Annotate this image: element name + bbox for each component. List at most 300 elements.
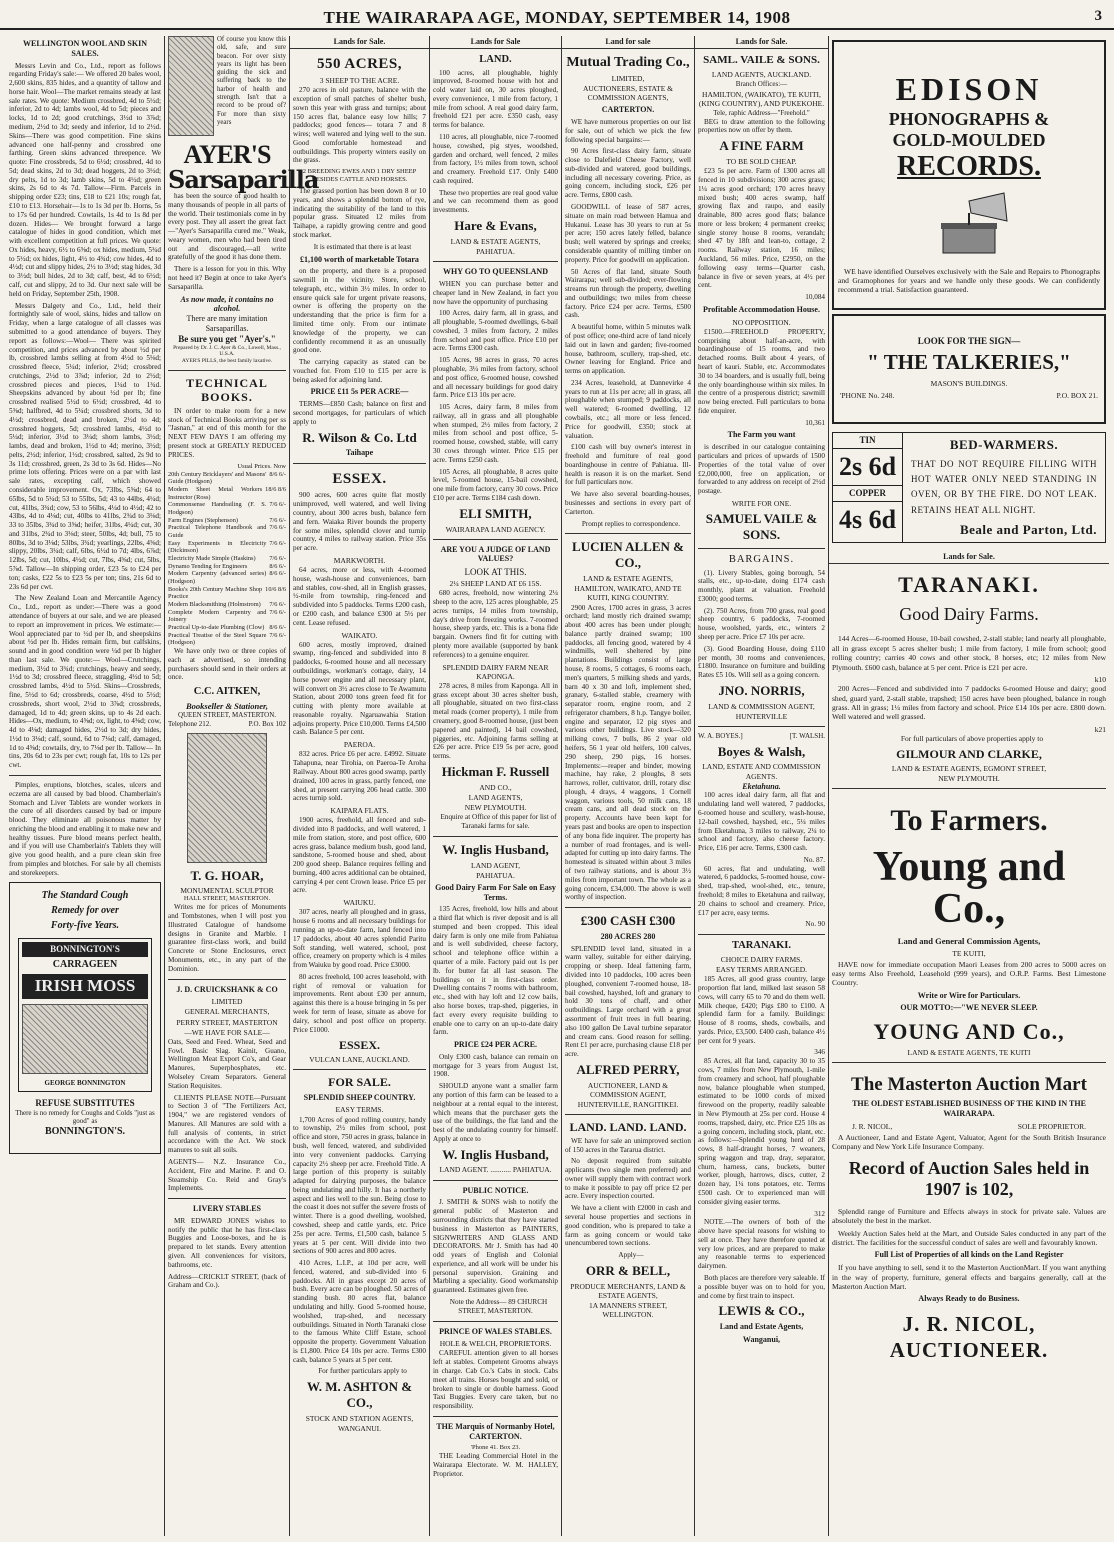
masthead: [0, 8, 1114, 30]
orr-bell-address: 1A MANNERS STREET, WELLINGTON.: [589, 1301, 667, 1320]
vaile-name: SAML. VAILE & SONS.: [703, 53, 820, 66]
sold-cheap: TO BE SOLD CHEAP.: [726, 157, 797, 167]
fine-farm-body: £23 5s per acre. Farm of 1300 acres all fenced in 10 subdivisions; 300 acres grass; 1¼ acres good orchard; 170 acres heavy mixed bush; 400 acres swamp, half growing flax and raupo, and easily drainable, 800 acres good flats; balance more or less broken; 4 permanent creeks; single storey house 8 rooms, verandah; shed 47 by 18ft and lean-to, cottage, 2 rooms. Railway station, 16 miles; Auckland, 56 miles. Price, £2950, on the following easy terms—Quarter cash, balance in five or seven years, at 4½ per cent.: [698, 167, 825, 290]
irish-moss: IRISH MOSS: [22, 974, 148, 999]
divider: [832, 1062, 1106, 1063]
page-number: 3: [1094, 8, 1102, 24]
book-price: 8/6 6/-: [269, 470, 286, 478]
inglis-footer: LAND AGENT. ........... PAHIATUA.: [439, 1165, 552, 1175]
bed-warmer-ad: [832, 432, 1106, 543]
book-price: 7/6 6/-: [269, 608, 286, 616]
book-title: Modern Carpentry (advanced series) (Hodgson): [168, 570, 267, 585]
gilmour-clarke: GILMOUR AND CLARKE,: [896, 746, 1042, 761]
bargain-3: (3). Good Boarding House, doing £110 per month, 30 rooms and conveniences, £1800. Insurance on furniture and building Rates £5 10s. Will sell as a going concern.: [698, 644, 825, 680]
divider: [698, 548, 825, 549]
young-co: Young and Co.,: [872, 844, 1066, 933]
hickman-town: NEW PLYMOUTH.: [464, 803, 527, 812]
divider: [565, 1114, 691, 1115]
both-places: Both places are therefore very saleable. If a possible buyer was on to hold for you, and come by first train to inspect.: [698, 1274, 825, 1300]
book-title: Practical Telephone Handbook and Guide: [168, 524, 267, 539]
aitken-title: Bookseller & Stationer,: [186, 700, 268, 711]
book-item: [168, 501, 286, 516]
book-price: 7/6 6/-: [269, 600, 286, 608]
talkeries: " THE TALKERIES,": [867, 349, 1071, 374]
land-value: These two properties are real good value and we can recommend them as good investments.: [433, 188, 558, 215]
talkeries-ad: [832, 314, 1106, 424]
george-bonnington: GEORGE BONNINGTON: [44, 1079, 126, 1088]
nicol-auctioneer: J. R. NICOL, AUCTIONEER.: [889, 1312, 1049, 1362]
book-title: Practical Treatise of the Steel Square (Hodgson): [168, 631, 267, 647]
easy-terms-arranged: EASY TERMS ARRANGED.: [715, 965, 808, 975]
wool-sales-heading: WELLINGTON WOOL AND SKIN SALES.: [23, 39, 147, 58]
mutual-100: £100 cash will buy owner's interest in freehold and furniture of real good boardinghouse in centre of Pahiatua. Ill-health is reason it is on the market. Send for full particulars now.: [565, 443, 691, 487]
vulcan-lane: VULCAN LANE, AUCKLAND.: [309, 1054, 410, 1064]
550-grass: The grassed portion has been down 8 or 10 years, and shows a splendid bottom of rye, indicating the suitability of the land to this popular grass. Situated 12 miles from Taihape, a rapidly growing centre and good stock market.: [293, 187, 426, 239]
chamberlain-ad: Pimples, eruptions, blotches, scales, ulcers and eczema are all caused by bad blood. Chamberlain's Stomach and Liver Tablets are wonder workers in the cure of all disorders caused by bad or impure blood. They eliminate all poisonous matter by enriching the blood and enabling it to make new and healthy tissues. Pure blood means perfect health, and if you will use Chamberlain's Tablets they will give you good health, and a pure clean skin free from pimples and blotches. For sale by all chemists and storekeepers.: [9, 781, 161, 877]
no-remedy: There is no remedy for Coughs and Colds "just as good" as: [15, 1108, 155, 1126]
cruickshank-note: CLIENTS PLEASE NOTE—Pursuant to Section 3 of "The Fertilizers Act, 1904," we are registered vendors of Manures. All Manures are sold with a full analysis of contents, in strict accordance with the Act. We stock manures to suit all soils.: [168, 1093, 286, 1155]
dairy-terms: Only £300 cash, balance can remain on mortgage for 3 years from August 1st, 1908.: [433, 1052, 558, 1079]
perry-title: AUCTIONEER, LAND & COMMISSION AGENT,: [587, 1080, 669, 1099]
monument-illustration: [187, 733, 267, 863]
oldest-business: THE OLDEST ESTABLISHED BUSINESS OF THE KIND IN THE WAIRARAPA.: [852, 1099, 1086, 1119]
apply-to: For further particulars apply to: [318, 1367, 407, 1376]
book-title: Dynamo Tending for Engineers: [168, 562, 248, 570]
sarsaparilla-brand: Sarsaparilla: [168, 165, 319, 194]
column-3: [290, 36, 430, 1536]
bonnington-name: BONNINGTON'S: [22, 942, 148, 957]
land-land-land: LAND. LAND. LAND.: [569, 1120, 687, 1135]
mutual-234: 234 Acres, leasehold, at Dannevirke 4 years to run at 11s per acre; all in grass, all ploughable when stumped; 9 paddocks, all well watered; 6-roomed dwelling, 12 cowbails, etc.; all more or less fenced. Price for goodwill, £350; stock at valuation.: [565, 378, 691, 440]
divider: [565, 907, 691, 908]
queensland-intro: WHEN you can purchase better and cheaper land in New Zealand, in fact you now have the opportunity of purchasing: [433, 279, 558, 306]
essex-80: 80 acres freehold, 100 acres leasehold, with right of removal or valuation for improvements. Rent about £30 per annum, against this there is a house bringing in 5s per week for term of lease, situate as above for dairy, school and post office on property. Price £1000.: [293, 972, 426, 1034]
dalgety-report: Messrs Dalgety and Co., Ltd., held their fortnightly sale of wool, skins, hides and tallow on Friday, when a large catalogue of all classes was submitted to a good attendance of buyers. They report as follows:—Wool— There was spirited competition, and prices advanced by about ½d per lb, crossbred lambs selling at from 4½d to 5⅛d; crossbred fleece, 5¼d; inferior, 2½d; crossbred crutchings, 2½d to 3⅞d; inferior, 2d to 2½d; crossbred pieces and pieces, 1¼d to 1¾d. Sheepskins advanced by about ½d per lb; fine crossbred realised 5½d to 6½d; crossbred, 4d to 5⅜d; halfbred, 4d to 5¼d; crossbred shorts, 3d to 4½d; crossbred, dead and broken, 2½d to 4d; crossbred hoggets, 5d; crossbred lambs, 4½d to 5¼d; inferior, 3½d to 3¼d; shorn lambs, 3½d; lambs, dead and broken, 1½d to 4d; merino, 3½d; pelts, 2½d; inferior, 1½d; crossbred, salted, 2s 9d to 3s 11d; crossbred, green, 2s 3d to 3s 6d. Hides—No prime lots offering. Prices were on a par with last sale rates, excepting calf, which showed considerable improvement. Ox, 73lbs, 5⅝d; 64 to 65lbs, 5d to 5¼d; 53 to 55lbs, 5d; 43 to 44lbs, 4¼d; cut, 41lbs, 3¾d; cow, 53 to 56lbs, 4¼d to 4½d; 42 to 43lbs, 4d to 4⅛d; cut, 40lbs to 41lbs, 2¾d to 3⅛d; 33 to 35lbs, 3¾d to 3⅝d; heifer, 31lbs, 4¼d; cut, 30 and 31lbs, 2¾d to 3⅛d; steer, 50lbs, 4d; bull, 75 to 80lbs, 3d to 3⅛d; 53lbs, 3¾d; yearlings, 22lbs, 4⅝d; slippy, 20lbs, 3¼d; calf, 6lbs, 6½d to 7d; 4lbs, 6⅞d; 12lbs, 5d; cut, 10lbs, 4½d; cut, 7lbs, 4⅝d; cut, 5lbs, 5⅞d. Tallow—In shipping order, £23 5s to £24 per ton; casks, £22 5s to £23 5s per ton; tins, 21s 6d to 23s 6d per cwt.: [9, 301, 161, 591]
mutual-50: 50 Acres of flat land, situate South Wairarapa; well sub-divided; ever-flowing streams run through the property, dwelling and outbuildings; two miles from cheese factory. Price £24 per acre. Terms, £500 cash.: [565, 267, 691, 320]
book-item: [168, 609, 286, 624]
write-wire: Write or Wire for Particulars.: [917, 990, 1021, 1000]
edison-ad: [832, 40, 1106, 310]
book-title: Commonsense Handrailing (F. S. Hodgson): [168, 501, 267, 516]
branch-list: HAMILTON, (WAIKATO), TE KUITI, (KING COUNTRY), AND PUKEKOHE.: [698, 89, 825, 108]
book-title: Complete Modern Carpentry and Joinery: [168, 608, 267, 624]
record-sales: Record of Auction Sales held in 1907 is 102,: [848, 1157, 1090, 1200]
q-100: 100 Acres, dairy farm, all in grass, and all ploughable, 5-roomed dwellings, 6-bail cowshed, 3 miles from factory, 2 miles from school and post office. Price £10 per acre. Terms £300 cash.: [433, 309, 558, 353]
gold-moulded: GOLD-MOULDED: [892, 129, 1046, 150]
book-item: [168, 555, 286, 563]
levin-report: Messrs Levin and Co., Ltd., report as follows regarding Friday's sale:— We offered 20 bales wool, 2,600 skins, 835 hides, and a quantity of tallow and horse hair. Wool—The market remains steady at last sale rates. We quote: Medium crossbred, 4d to 5½d; inferior, 2d to 4d; lambs wool, 4d to 5d; pieces and locks, 1d to 2d; good crutchings, 3½d to 3⅞d; medium, 2½d to 3d; seedy and inferior, 1d to 2½d. Skins—There was good competition. Fine skins advanced one half-penny and crossbred one farthing. Green skins advanced threepence. We quote: Fine crossbreds, 5d to 6½d; crossbred, 4d to 5d; dead skins, 2d to 3d; dead hoggets, 2d to 3½d; dry pelts, 1d to 3d; lamb skins, 5d to 4½d; green skins, 2s 6d to 4s 7d. Tallow—Firm. Parcels in shipping order £23; tins, £18 to £21 10s; rough fat, £10 to £13. Horsehair—1s to 1s 3d per lb. Horns, 5s to 17s 6d per hundred. Cowtails, 1s 4d to 1s 8d per dozen. Hides— We brought forward a large catalogue of hides in good condition, which met with excellent competition at full prices. We quote: Ox hides, heavy, 6½ to 6⅝d; ox hides, medium, 5¾d to 5½d; ox hides, light, 4½ to 4¾d; cow hides, 4d to 4½d; cut and slippy hides, 2½ to 3½d; stag hides, 3d to 3½d; bull hides, 2d to 3d; calf, best, 4d to 6½d; calf, cut and slippy, 2d to 3d. Our next sale will be held on Friday, September 25th, 1908.: [9, 61, 161, 298]
nicol-line: [852, 1122, 1086, 1131]
hoar-body: Writes me for prices of Monuments and Tombstones, when I will post you Illustrated Catalogue of handsome designs in Granite and Marble. I guarantee first-class work, and build Concrete or Stone Enclosures, erect Monuments, etc., in any part of the Dominion.: [168, 903, 286, 973]
write-for-one: WRITE FOR ONE.: [731, 498, 792, 508]
sheep-to-acre: 3 SHEEP TO THE ACRE.: [319, 76, 400, 86]
land-heading: LAND.: [479, 53, 512, 65]
lands-heading: Lands for Sale.: [290, 36, 429, 49]
mutual-boarding: We have also several boarding-houses, businesses and sections in every part of Carterton.: [565, 490, 691, 516]
lands-heading: Lands for Sale: [430, 36, 561, 49]
book-price: 8/6 6/-: [269, 562, 286, 570]
lucien-town: HAMILTON, WAIKATO, AND TE KUITI, KING COUNTRY.: [574, 584, 682, 603]
book-price: 7/6 6/-: [269, 516, 286, 524]
book-item: [168, 540, 286, 555]
taranaki-185: 185 Acres, all good grass country, large proportion flat land, milked last season 58 cows, will carry 65 to 70 and do them well. Milk cheque, £420; Pigs £80 to £100. A splendid farm for a family. Buildings: House of 8 rooms, sheds, cowbails, and yards. Price, £3,500. £400 cash, balance 4½ per cent for 9 years.: [698, 975, 825, 1045]
good-dairy-farms: Good Dairy Farms.: [899, 604, 1039, 625]
boyes-partner: W. A. BOYES.]: [698, 732, 743, 741]
kaipara: KAIPARA FLATS.: [330, 806, 389, 816]
book-price: 7/6 6/-: [269, 501, 286, 509]
talkeries-contacts: [840, 391, 1098, 400]
cruickshank-address: PERRY STREET, MASTERTON: [176, 1017, 278, 1027]
essex-832: 832 acres. Price £6 per acre. £4992. Situate Tahapuna, near Tirohia, on Paeroa-Te Aroha Railway. About 800 acres good swamp, partly drained, 100 acres in grass, partly fenced, one shed, at present carrying 206 head cattle. 300 acres turnip sold.: [293, 750, 426, 803]
carrageen: CARRAGEEN: [52, 959, 118, 971]
divider: [698, 726, 825, 727]
for-sale-heading: FOR SALE.: [328, 1075, 391, 1090]
column-1: [6, 36, 165, 1536]
hickman-co: AND CO.,: [479, 782, 512, 792]
book-price: 7/6 6/-: [269, 631, 286, 639]
taranaki-heading: TARANAKI.: [898, 571, 1040, 597]
book-price: 7/6 6/-: [269, 539, 286, 547]
estimated: It is estimated that there is at least: [313, 242, 412, 251]
gilmour-town: NEW PLYMOUTH.: [938, 774, 1000, 784]
cough-line-3: Forty-five Years.: [50, 919, 120, 931]
orr-bell-name: ORR & BELL,: [585, 1262, 671, 1278]
auction-mart: The Masterton Auction Mart: [851, 1074, 1087, 1096]
ref-k21: k21: [1094, 724, 1106, 734]
essex-footer: ESSEX.: [338, 1038, 381, 1053]
waikato: WAIKATO.: [341, 630, 378, 640]
divider: [168, 1198, 286, 1199]
masons-buildings: MASON'S BUILDINGS.: [930, 378, 1008, 388]
land-110: 110 acres, all ploughable, nice 7-roomed house, cowshed, pig styes, woodshed, garden and orchard, well fenced, 2 miles from factory, 1½ miles from town, school and creamery. Freehold £17. Only £400 cash required.: [433, 133, 558, 185]
young-body: HAVE now for immediate occupation Maori Leases from 200 acres to 5000 acres on easy terms Also Freehold, Leasehold (999 years), and O.R.P. Farms. Best Limestone Country.: [832, 959, 1106, 988]
550-capacity: The carrying capacity as stated can be vouched for. From £10 to £15 per acre is being asked for adjoining land.: [293, 358, 426, 384]
choice-dairy: CHOICE DAIRY FARMS.: [720, 954, 803, 964]
280-acres: 280 ACRES 280: [600, 931, 656, 941]
book-title: Books's 20th Century Machine Shop Practice: [168, 585, 263, 601]
divider: [293, 1069, 426, 1070]
fine-farm: A FINE FARM: [719, 138, 804, 154]
cough-line-1: The Standard Cough: [41, 889, 129, 901]
taranaki-heading: TARANAKI.: [731, 940, 792, 952]
stables-body: CAREFUL attention given to all horses left at stables. Competent Grooms always in charge. Cab Co.'s Cabs in stock. Cabs meet all trains. Horses bought and sold, or broken to single or double harness. Good Taxi Buggies. Every care taken, but no responsibility.: [433, 1349, 558, 1411]
divider: [293, 463, 426, 464]
hickman-title: LAND AGENTS,: [468, 792, 523, 802]
mutual-limited: LIMITED,: [611, 73, 645, 83]
boyes-60: 60 acres, flat and undulating, well watered, 6 paddocks, 5-roomed house, cow-shed, trap-shed, wool-shed, etc., tenure, freehold; 8 miles to Eketahuna and railway, 20 chains to school and creamery. Price, £17 per acre, easy terms.: [698, 864, 825, 917]
mutual-town: CARTERTON.: [601, 105, 655, 115]
essex-1900: 1900 acres, freehold, all fenced and sub-divided into 8 paddocks, and well watered, 1 mile from station, store, and post office, 600 acres grass, balance medium bush, good land, sandstone, 5-roomed house and shed, about 200 good sheep. Balance requires felling and burning, 400 acres additional can be obtained, carrying 4 per cent Crown lease. Price £5 per acre.: [293, 816, 426, 895]
ayer-intro-text: Of course you know this old, safe, and sure beacon. For over sixty years its light has been guiding the sick and suffering back to the harbor of health and strength. Isn't that a record to be proud of? For more than sixty years: [217, 36, 286, 126]
mart-sell: If you have anything to sell, send it to the Masterton AuctionMart. If you want anything in the way of property, furniture, general effects and bargains generally, call at the Masterton Auction Mart.: [832, 1263, 1106, 1291]
divider: [565, 533, 691, 534]
column-2: [165, 36, 319, 1536]
boyes-100: 100 acres ideal dairy farm, all flat and undulating land well watered, 7 paddocks, 6-roomed house and scullery, wash-house, 12-bail cowshed, hayshed, etc., 5¼ miles from Eketahuna, 3 miles to railway, 2¼ to school and factory, also cheese factory. Price, £16 per acre. Terms, £300 cash.: [698, 791, 825, 853]
accommodation-house: Profitable Accommodation House.: [703, 304, 820, 314]
cash-heading: £300 CASH £300: [580, 913, 676, 929]
bed-warmer-body: [903, 433, 1105, 542]
for-sale-line: —WE HAVE FOR SALE—: [184, 1027, 270, 1037]
land-278: 278 acres, 8 miles from Kaponga. All in grass except about 30 acres shelter bush, all ploughable, situated on two first-class metal roads (corner property), 1 mile from creamery, good 8-roomed house, (just been papered and painted), 14 bail cowshed, piggeries, etc. Adjoining farms selling at £26 per acre. Price £19 5s per acre, good terms.: [433, 681, 558, 761]
book-price: 7/6 6/-: [269, 524, 286, 532]
lands-heading: Lands for Sale.: [829, 551, 1109, 564]
ref-346: 346: [814, 1048, 825, 1057]
wilson-name: R. Wilson & Co. Ltd: [302, 429, 417, 445]
lucien-allen-name: LUCIEN ALLEN & CO.,: [572, 539, 684, 571]
livery-address: Address—CRICKLT STREET, (back of Graham and Co.).: [168, 1272, 286, 1290]
ref-k10: k10: [1094, 674, 1106, 684]
essex-900: 900 acres, 600 acres quite flat mostly unimproved, well watered, and well living country, about 300 acres bush, balance fern and fern. Waiaka River bounds the property for some miles, splendid clover and turnip country, 4 miles to railway station. Price 35s per acre.: [293, 491, 426, 553]
prince-wales-heading: PRINCE OF WALES STABLES.: [439, 1326, 552, 1336]
catalogue-body: is described in our catalogue containing particulars and prices of upwards of 1500 Properties of the total value of over £2,000,000, free on application, or forwarded to any address on receipt of 2½d postage.: [698, 443, 825, 496]
ayer-prepared: Prepared by Dr. J. C. Ayer & Co., Lowell, Mass., U.S.A.: [173, 344, 281, 358]
cruickshank-limited: LIMITED: [211, 997, 243, 1007]
markworth: MARKWORTH.: [333, 555, 386, 565]
gramophone-icon: [929, 191, 1009, 261]
book-item: [168, 632, 286, 647]
boyes-walsh: Boyes & Walsh,: [717, 743, 806, 759]
smith-notice: J. SMITH & SONS wish to notify the general public of Masterton and surrounding districts that they have started business in Masterton as PAINTERS, SIGNWRITERS AND GLASS AND DECORATORS. Mr J. Smith has had 40 odd years of English and Colonial experience, and all work will be under his personal supervision. Graining and Marbling a speciality. Good workmanship guaranteed. Estimates given free.: [433, 1198, 558, 1295]
column-5: [562, 36, 695, 1536]
waiuku: WAIUKU.: [343, 898, 376, 908]
book-item: [168, 601, 286, 609]
taranaki-85: 85 Acres, all flat land, capacity 30 to 35 cows, 7 miles from New Plymouth, 1-mile from creamery and school, half ploughable now, balance ploughable when stumped, estimated to be 1000 cords of mixed firewood on the property, readily saleable in New Plymouth at 25s per cord. House 4 rooms, trapshed, dairy, etc. Price £25 10s as a going concern, including stock, plant, etc. as follows:—Splendid young herd of 28 cows, 8 half-draught horses, 7 weaners, spring waggon and trap, dray, separator, churn, harness, cans, buckets, butter worker, plough, harrows, discs, cutter, 2 dozen hay, 1¼ tons potatoes, etc. Terms £500 cash. Or to experienced man will consider giving easier terms.: [698, 1057, 825, 1206]
ashton-town: WANGANUI.: [337, 1424, 382, 1434]
hare-name: Hare & Evans,: [454, 218, 537, 234]
dairy-135: 135 Acres, freehold, low hills and about a third flat which is river deposit and is all stumped and been cropped. This ideal dairy farm is only one mile from Pahiatua and is well subdivided, cheese factory, school and telephone office within a quarter of a mile. Factory paid out 1s per lb. for butter fat all last season. The buildings on it in first-class order. Dwelling contains 7 rooms with bathroom, etc., shed with hay loft and 12 cow bails, also horse boxes, trap-shed, piggeries, in fact every every requisite building to enable one to carry on an up-to-date dairy farm.: [433, 905, 558, 1037]
no-alcohol: As now made, it contains no alcohol.: [180, 294, 274, 314]
get-ayers: Be sure you get "Ayer's.": [178, 333, 276, 344]
telegraphic: Tele, raphic Address—"Freehold.": [713, 109, 810, 118]
young-footer: YOUNG AND Co.,: [873, 1019, 1065, 1045]
look-sign: LOOK FOR THE SIGN—: [917, 336, 1021, 346]
label-text-block: [22, 1004, 148, 1074]
boyes-ref-87: No. 87.: [803, 855, 825, 864]
divider: [9, 775, 161, 776]
book-title: Electricity Made Simple (Haskins): [168, 554, 256, 562]
refuse-substitutes: REFUSE SUBSTITUTES: [35, 1097, 135, 1108]
book-title: Modern Sheet Metal Workers Instructor (Ross): [168, 485, 263, 501]
ayer-brand: AYER'S: [183, 140, 271, 169]
book-title: Easy Experiments in Electricity (Dickinson): [168, 539, 267, 555]
lighthouse-illustration: [168, 36, 214, 136]
book-title: Practical Up-to-date Plumbing (Clow): [168, 623, 265, 631]
lands-heading: Land for sale: [562, 36, 694, 49]
divider: [433, 539, 558, 540]
sheep-land: 2¼ SHEEP LAND AT £6 15S.: [449, 579, 542, 589]
always-ready: Always Ready to do Business.: [918, 1294, 1020, 1304]
book-item: [168, 471, 286, 486]
orr-bell-title: PRODUCE MERCHANTS, LAND & ESTATE AGENTS,: [570, 1281, 686, 1300]
eketahuna: Eketahuna.: [742, 781, 781, 791]
column-7: [829, 36, 1109, 1536]
ref-10361: 10,361: [805, 418, 825, 427]
ayer-lesson: There is a lesson for you in this. Why not heed it? Begin at once to take Ayer's Sarsaparilla.: [168, 265, 286, 291]
book-item: [168, 586, 286, 601]
ashton-name: W. M. ASHTON & CO.,: [306, 1379, 413, 1411]
ref-10084: 10,084: [805, 293, 825, 302]
book-item: [168, 563, 286, 571]
totara-value: £1,100 worth of marketable Totara: [300, 254, 419, 264]
sheep-country: SPLENDID SHEEP COUNTRY.: [303, 1092, 416, 1102]
hare-title: LAND & ESTATE AGENTS,: [450, 236, 541, 246]
dairy-price: PRICE £24 PER ACRE.: [453, 1040, 538, 1050]
tararua-section: WE have for sale an unimproved section of 150 acres in the Tararua district.: [565, 1136, 691, 1154]
hoar-name: T. G. HOAR,: [190, 868, 264, 884]
inglis-name: W. Inglis Husband,: [442, 841, 549, 857]
livery-heading: LIVERY STABLES: [193, 1204, 261, 1214]
edison-body: WE have identified Ourselves exclusively with the Sale and Repairs to Phonographs and Gramophones for years and we handle only these goods. We can confidently recommend a trial. Satisfaction guaranteed.: [838, 266, 1100, 295]
bargain-2: (2). 750 Acres, from 700 grass, real good sheep country, 6 paddocks, 7-roomed house, woolshed, yards, etc., winters 2 sheep per acre. Price £7 10s per acre.: [698, 606, 825, 641]
boyes-ref-90: No. 90: [805, 920, 825, 929]
hoar-title: MONUMENTAL SCULPTOR: [180, 886, 274, 896]
mutual-trading-name: Mutual Trading Co.,: [566, 54, 690, 70]
cruickshank-name: J. D. CRUICKSHANK & CO: [176, 984, 278, 994]
q-105b: 105 Acres, dairy farm, 8 miles from railway, all in grass and all ploughable when stumped, 2½ miles from factory, 2 miles from school and post office, 5-roomed house, cowshed, stable, will carry 30 cows through winter. Price £15 per acre. Terms £250 cash.: [433, 403, 558, 464]
phonographs: PHONOGRAPHS &: [888, 109, 1050, 130]
marquis-hotel: THE Marquis of Normanby Hotel, CARTERTON.: [436, 1421, 555, 1441]
client-2000: We have a client with £2000 in cash and several house properties and sections in good condition, who is prepared to take a farm as going concern or would take unencumbered town sections.: [565, 1204, 691, 1248]
farm-you-want: The Farm you want: [727, 430, 796, 440]
good-dairy-heading: Good Dairy Farm For Sale on Easy Terms.: [435, 882, 556, 902]
ayer-pills: AYER'S PILLS, the best family laxative.: [181, 357, 273, 364]
apply-gilmour: For full particulars of above properties apply to: [900, 734, 1044, 744]
marquis-contacts: 'Phone 41. Box 23.: [470, 1444, 521, 1452]
inglis-name-2: W. Inglis Husband,: [442, 1146, 549, 1162]
essex-307: 307 acres, nearly all ploughed and in grass, house 6 rooms and all necessary buildings for running an up-to-date farm, land fenced into 17 paddocks, about 40 acres splendid Paritu Soft standing, well watered, school, post office, creamery on property which is 4 miles from Waiuku by good road. Price £3000.: [293, 908, 426, 970]
to-farmers: To Farmers.: [890, 804, 1048, 838]
lucien-title: LAND & ESTATE AGENTS,: [583, 574, 673, 584]
ayer-body: has been the source of good health to many thousands of people in all parts of the world. Their testimonials come in by every post. They all assert the great fact—"Ayer's Sarsaparilla cured me." Weak, weary women, men who had been tired out and discouraged,—all write gratefully of the good it has done them.: [168, 192, 286, 262]
q-105a: 105 Acres, 98 acres in grass, 70 acres ploughable, 3¼ miles from factory, school and post office, 6-roomed house, cowshed and all necessary buildings for good dairy farm. Price £13 10s per acre.: [433, 356, 558, 400]
livery-body: MR EDWARD JONES wishes to notify the public that he has first-class Buggies and Loose-boxes, and he is prepared to let stands. Every attention given. All conveniences for visitors, bathrooms, etc.: [168, 1216, 286, 1269]
easy-terms: EASY TERMS.: [335, 1105, 384, 1115]
perry-town: HUNTERVILLE, RANGITIKEI.: [577, 1099, 679, 1109]
imitations: There are many imitation Sarsaparillas.: [186, 314, 268, 333]
boyes-walsh-names: [698, 732, 825, 741]
norris-title: LAND & COMMISSION AGENT,: [708, 701, 815, 711]
550-acres-heading: 550 ACRES,: [316, 55, 403, 72]
hare-town: PAHIATUA.: [476, 247, 515, 257]
book-item: [168, 486, 286, 501]
sale-410: 410 Acres, L.I.P., at 10d per acre, well fenced, watered, and sub-divided into 6 paddocks. All in grass except 20 acres of bush. Every acre can be ploughed. 50 acres of standing bush. 80 acres flat, balance undulating and hilly. Good 5-roomed house, woolshed, trap-shed, and necessary outbuildings. Situated in North Taranaki close to the famous White Cliff Estate, school opposite the property. Government Valuation is £1,800. Price £4 10s per acre. Terms £300 cash, balance 5 years at 5 per cent.: [293, 1259, 426, 1364]
aitken-name: C.C. AITKEN,: [193, 686, 261, 698]
aitken-address: QUEEN STREET, MASTERTON.: [177, 711, 277, 720]
280-body: SPLENDID level land, situated in a warm valley, suitable for either dairying, cropping or sheep. Ideal fattening farm, divided into 10 paddocks, 100 acres been ploughed, convenient 7-roomed house, 18-bail cowshed, hayshed, loft and granary to hold 30 tons of chaff, and other outbuildings. Large orchard with a great assortment of fruit trees in full bearing, also 100 gallon De Laval turbine separator and cream cans. Good reason for selling. Rent £1 per acre, purchasing clause £18 per acre.: [565, 944, 691, 1059]
hole-welch: HOLE & WELCH, PROPRIETORS.: [439, 1339, 552, 1349]
sole-proprietor: SOLE PROPRIETOR.: [1017, 1121, 1086, 1131]
paeroa: PAEROA.: [343, 740, 376, 750]
boyes-title: LAND, ESTATE AND COMMISSION AGENTS.: [702, 762, 821, 781]
divider: [433, 836, 558, 837]
column-4: [430, 36, 562, 1536]
aitken-box: P.O. Box 102: [248, 719, 286, 728]
walsh-partner: [T. WALSH.: [789, 732, 825, 741]
eli-smith: ELI SMITH,: [459, 505, 532, 521]
no-deposit: No deposit required from suitable applicants (two single men preferred) and owner will supply them with contract work to make it possible to pay off price £2 per acre. Every inspection courted.: [565, 1157, 691, 1201]
lewis-name: LEWIS & CO.,: [718, 1303, 805, 1319]
young-town: TE KUITI,: [952, 949, 986, 959]
mutual-goodwill: GOODWILL of lease of 587 acres, situate on main road between Hamua and Hukanui. Lease has 30 years to run at 5s per acre; 150 acres lately felled, balance bush; well watered by springs and creeks; considerable quantity of milling timber on property. Price for goodwill on application.: [565, 203, 691, 264]
records: RECORDS.: [897, 151, 1041, 183]
hickman-name: Hickman F. Russell: [441, 763, 550, 779]
bed-warmers-text: THAT DO NOT REQUIRE FILLING WITH HOT WATER ONLY NEED STANDING IN OVEN, OR BY THE FIRE. DO NOT LEAK. RETAINS HEAT ALL NIGHT.: [911, 458, 1097, 515]
young-footer-title: LAND & ESTATE AGENTS, TE KUITI: [907, 1048, 1031, 1058]
550-property: on the property, and there is a proposed sawmill in the vicinity. Store, school, telegraph, etc., within 3½ miles. In order to ensure quick sale for urgent private reasons, owner is offering the property on the understanding that the price is firm for a limited time only. From our intimate knowledge of the property, we can confidently recommend it as an unusually good one.: [293, 267, 426, 355]
book-price: 8/6 6/-: [269, 623, 286, 631]
perry-name: ALFRED PERRY,: [576, 1061, 680, 1077]
book-list: [168, 471, 286, 647]
talkeries-box: P.O. BOX 21.: [1056, 390, 1098, 400]
smith-address: Note the Address— 89 CHURCH STREET, MASTERTON.: [449, 1297, 548, 1315]
tin-price: 2s 6d: [833, 449, 902, 486]
mart-furniture: Splendid range of Furniture and Effects always in stock for private sale. Values are absolutely the best in the market.: [832, 1206, 1106, 1226]
book-price: 7/6 6/-: [269, 554, 286, 562]
bargain-1: (1). Livery Stables, going borough, 54 stalls, etc., up-to-date, doing £174 cash monthly, plant at valuation. Freehold £3000; good terms.: [698, 568, 825, 603]
eli-agency: WAIRARAPA LAND AGENCY.: [445, 524, 546, 534]
no-opposition: NO OPPOSITION.: [732, 317, 791, 327]
technical-books-heading: TECHNICAL BOOKS.: [186, 375, 268, 405]
divider: [433, 1321, 558, 1322]
mutual-90: 90 Acres first-class dairy farm, situate close to Dalefield Cheese Factory, well sub-divided and watered, good buildings, including all necessary covering. Price, as going concern, including stock, £26 per acre. Terms, £800 cash.: [565, 147, 691, 200]
mutual-title: AUCTIONEERS, ESTATE & COMMISSION AGENTS,: [582, 83, 674, 103]
land-100: 100 acres, all ploughable, highly improved, 8-roomed house with hot and cold water laid on, 30 acres ploughed, every convenience, 1 mile from factory, 1 mile from school. A real good dairy farm, freehold £21 per acre. £350 cash, easy terms for balance.: [433, 68, 558, 130]
young-title: Land and General Commission Agents,: [897, 936, 1041, 947]
vaile-footer: SAMUEL VAILE & SONS.: [705, 510, 818, 542]
inglis-town: PAHIATUA.: [476, 870, 515, 880]
divider: [832, 788, 1106, 789]
essex-heading: ESSEX.: [332, 471, 387, 488]
lewis-town: Wanganui,: [742, 1334, 781, 1344]
bonnington-label: [18, 938, 152, 1091]
column-6: [695, 36, 829, 1536]
farm-200: 200 Acres—Fenced and subdivided into 7 paddocks 6-roomed House and dairy; good shed, guard yard, 2-stall stable, trapshed; 150 acres have been ploughed, balance in rough grass. All in grass; 1¼ miles from factory and school. Price £14 10s per acre. £800 down. Well watered and well grassed.: [832, 684, 1106, 722]
cruickshank-stock: Oats, Seed and Feed. Wheat, Seed and Fowl. Basic Slag. Kainit, Guano, Wellington Meat Export Co's, and Gear Manures, Superphosphates, etc. Wolseley Cream Separators. General Station Requisites.: [168, 1037, 286, 1090]
our-motto: OUR MOTTO:—"WE NEVER SLEEP.: [900, 1003, 1038, 1013]
bonnington-ad: [9, 882, 161, 1154]
ref-312: 312: [814, 1209, 825, 1218]
essex-600: 600 acres, mostly improved, drained swamp, ring-fenced and subdivided into 8 paddocks, 6-roomed house and all necessary outbuildings, workman's cottage, dairy, 14 horse power engine and all necessary plant, will convert on 3½ acres close to Te Awamutu Station, about 2000 tons green feed fit for cutting with plenty more available at reasonable royalty. Ngaruawahia Station adjoins property. Price £10,000. Terms £4,500 cash. Balance 5 per cent.: [293, 640, 426, 737]
divider: [168, 370, 286, 371]
owners-note: NOTE.—The owners of both of the above have special reasons for wishing to sell at once. They have therefore quoted at very low prices, and are prepared to make any reasonable terms to experienced dairymen.: [698, 1218, 825, 1271]
book-item: [168, 524, 286, 539]
land-680: 680 acres, freehold, now wintering 2¼ sheep to the acre, 125 acres ploughable, 25 acres turnips, 14 miles from township, day's drive from freezing works. 7-roomed house, sheep yards, etc. This is a bona fide bargain. Owners find fit for cutting with plenty more available (supported by bank references) to a genuine enquirer.: [433, 589, 558, 659]
full-list: Full List of Properties of all kinds on the Land Register: [874, 1250, 1064, 1260]
norris-town: HUNTERVILLE: [735, 711, 788, 721]
mutual-prompt: Prompt replies to correspondence.: [581, 519, 681, 528]
divider: [698, 934, 825, 935]
book-item: [168, 570, 286, 585]
technical-books-intro: IN order to make room for a new stock of Technical Books arriving per ss "Jasnan," at end of this month for the NEXT FEW DAYS I am offering my present stock at GREATLY REDUCED PRICES.: [168, 406, 286, 459]
mart-weekly: Weekly Auction Sales held at the Mart, and Outside Sales conducted in any part of the district. The facilities for the successful conduct of sales are well and favourably known.: [832, 1228, 1106, 1248]
branch-offices: Branch Offices:—: [735, 80, 788, 89]
copper-price: 4s 6d: [838, 504, 897, 534]
nicol-roles: A Auctioneer, Land and Estate Agent, Valuator, Agent for the South British Insurance Company and New York Life Insurance Company.: [832, 1132, 1106, 1152]
queensland-heading: WHY GO TO QUEENSLAND: [443, 267, 548, 277]
price-columns: Usual Prices. Now: [237, 462, 286, 470]
aitken-phone: Telephone 212.: [168, 719, 212, 728]
book-item: [168, 624, 286, 632]
hickman-enquire: Enquire at Office of this paper for list of Taranaki farms for sale.: [440, 813, 557, 830]
accommodation-body: £1500.—FREEHOLD PROPERTY, comprising about half-an-acre, with boardinghouse of 15 rooms, and two detached rooms. Built about 4 years, of heart of kauri. Stable, etc. Accommodates 30 to 34 boarders, and is usually full, being the only boardinghouse within six miles. In the centre of a prosperous district; sawmill now being erected. Full particulars to bona fide enquirer.: [698, 327, 825, 415]
bargains-heading: BARGAINS.: [728, 553, 795, 565]
lands-heading: Lands for Sale.: [695, 36, 828, 49]
aitken-contacts: [168, 720, 286, 729]
book-price: 8/6 6/-: [269, 570, 286, 578]
bonnington-footer: BONNINGTON'S.: [44, 1125, 126, 1137]
judge-heading: ARE YOU A JUDGE OF LAND VALUES?: [440, 544, 551, 564]
book-title: 20th Century Bricklayers' and Masons' Guide (Hodgson): [168, 470, 267, 486]
